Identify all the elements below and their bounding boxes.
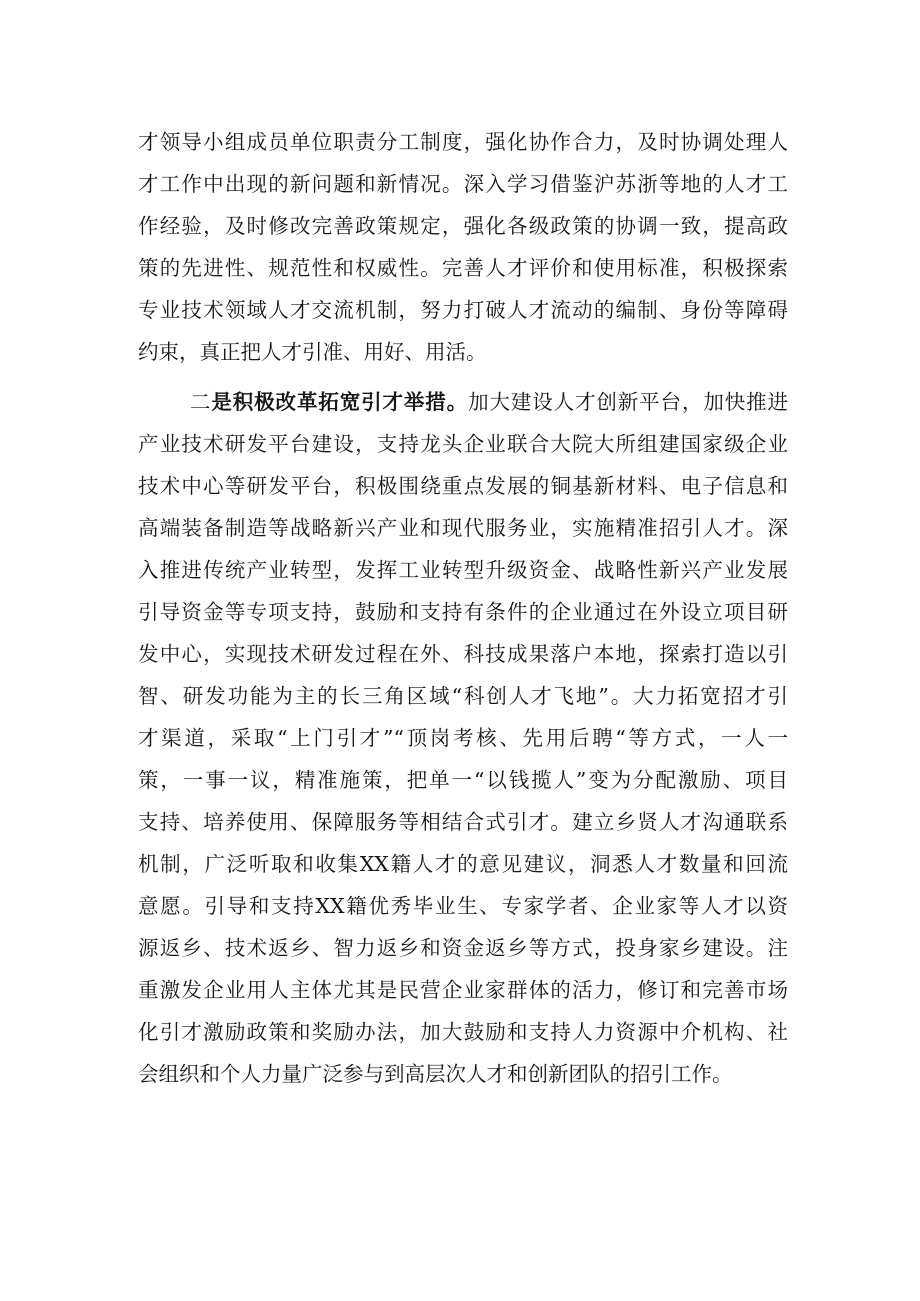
paragraph-1-line: 策的先进性、规范性和权威性。完善人才评价和使用标准，积极探索	[138, 256, 788, 280]
paragraph-2-line: 会组织和个人力量广泛参与到高层次人才和创新团队的招引工作。	[138, 1062, 733, 1086]
paragraph-2-line: 引导资金等专项支持，鼓励和支持有条件的企业通过在外设立项目研	[138, 600, 788, 624]
paragraph-1-line: 专业技术领域人才交流机制，努力打破人才流动的编制、身份等障碍	[138, 298, 788, 322]
paragraph-2-line: 机制，广泛听取和收集XX籍人才的意见建议，洞悉人才数量和回流	[138, 852, 788, 876]
paragraph-2-line: 才渠道，采取“上门引才”“顶岗考核、先用后聘“等方式，一人一	[138, 726, 788, 750]
paragraph-2-line: 策，一事一议，精准施策，把单一“以钱揽人”变为分配激励、项目	[138, 768, 788, 792]
paragraph-2-line: 入推进传统产业转型，发挥工业转型升级资金、战略性新兴产业发展	[138, 558, 788, 582]
paragraph-2-first-line-text: 加大建设人才创新平台，加快推进	[468, 390, 789, 414]
paragraph-2-lead-heading: 是积极改革拓宽引才举措。	[211, 390, 469, 414]
paragraph-2-line: 意愿。引导和支持XX籍优秀毕业生、专家学者、企业家等人才以资	[138, 894, 788, 918]
paragraph-2-first-line	[190, 381, 788, 423]
paragraph-1-line: 约束，真正把人才引准、用好、用活。	[138, 340, 487, 364]
paragraph-2-line: 产业技术研发平台建设，支持龙头企业联合大院大所组建国家级企业	[138, 432, 788, 456]
paragraph-2-line: 化引才激励政策和奖励办法，加大鼓励和支持人力资源中介机构、社	[138, 1020, 788, 1044]
paragraph-2-lead-prefix: 二	[190, 390, 212, 414]
paragraph-2-line: 重激发企业用人主体尤其是民营企业家群体的活力，修订和完善市场	[138, 978, 788, 1002]
paragraph-1-line: 才工作中出现的新问题和新情况。深入学习借鉴沪苏浙等地的人才工	[138, 172, 788, 196]
paragraph-2-line: 发中心，实现技术研发过程在外、科技成果落户本地，探索打造以引	[138, 642, 788, 666]
paragraph-2-line: 技术中心等研发平台，积极围绕重点发展的铜基新材料、电子信息和	[138, 474, 788, 498]
paragraph-1-line: 作经验，及时修改完善政策规定，强化各级政策的协调一致，提高政	[138, 214, 788, 238]
paragraph-1-line: 才领导小组成员单位职责分工制度，强化协作合力，及时协调处理人	[138, 130, 788, 154]
paragraph-2-line: 高端装备制造等战略新兴产业和现代服务业，实施精准招引人才。深	[138, 516, 788, 540]
paragraph-2-line: 智、研发功能为主的长三角区域“科创人才飞地”。大力拓宽招才引	[138, 684, 788, 708]
paragraph-2-line: 支持、培养使用、保障服务等相结合式引才。建立乡贤人才沟通联系	[138, 810, 788, 834]
paragraph-2-line: 源返乡、技术返乡、智力返乡和资金返乡等方式，投身家乡建设。注	[138, 936, 788, 960]
